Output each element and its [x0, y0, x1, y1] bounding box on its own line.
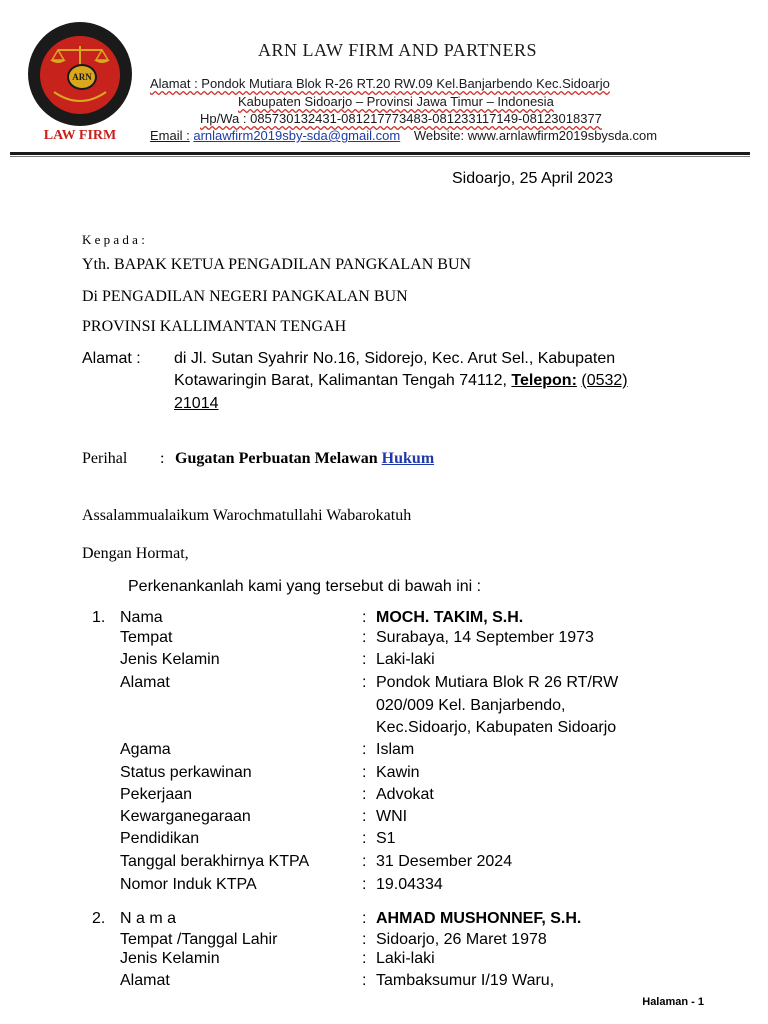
person1-label: Nomor Induk KTPA [120, 876, 257, 893]
person1-colon: : [362, 651, 367, 668]
perihal-subject [175, 450, 434, 468]
person2-colon: : [362, 972, 367, 989]
person1-number: 1. [92, 609, 106, 626]
logo-red-circle [40, 36, 120, 114]
person1-colon: : [362, 629, 367, 646]
perihal-label: Perihal [82, 450, 128, 467]
person1-label: Kewarganegaraan [120, 808, 251, 825]
firm-name: ARN LAW FIRM AND PARTNERS [258, 40, 538, 60]
perihal-link[interactable]: Hukum [381, 450, 435, 467]
person2-label: Jenis Kelamin [120, 950, 220, 967]
perihal-text: Gugatan Perbuatan Melawan [175, 450, 382, 467]
place-date: Sidoarjo, 25 April 2023 [452, 170, 613, 187]
person1-colon: : [362, 853, 367, 870]
salutation: Dengan Hormat, [82, 545, 189, 562]
person2-value: AHMAD MUSHONNEF, S.H. [376, 910, 582, 927]
telepon-value-2[interactable]: 21014 [174, 395, 219, 412]
firm-logo [28, 22, 132, 126]
perihal-colon: : [160, 450, 165, 467]
email-link[interactable]: arnlawfirm2019sby-sda@gmail.com [193, 128, 401, 143]
logo-badge: ARN [67, 64, 97, 90]
recipient-line3: PROVINSI KALLIMANTAN TENGAH [82, 318, 347, 335]
person1-value: Surabaya, 14 September 1973 [376, 629, 594, 646]
person2-label: N a m a [120, 910, 177, 927]
intro-text: Perkenankanlah kami yang tersebut di bawah ini : [128, 578, 482, 595]
person2-value: Tambaksumur I/19 Waru, [376, 972, 555, 989]
person1-value: 020/009 Kel. Banjarbendo, [376, 697, 566, 714]
alamat-label: Alamat : [82, 350, 141, 367]
person2-number: 2. [92, 910, 106, 927]
person1-colon: : [362, 609, 367, 626]
person1-colon: : [362, 808, 367, 825]
person1-colon: : [362, 764, 367, 781]
person1-label: Pekerjaan [120, 786, 193, 803]
greeting: Assalammualaikum Warochmatullahi Wabarokatuh [82, 507, 412, 524]
person1-value: MOCH. TAKIM, S.H. [376, 609, 524, 626]
email-label: Email : [150, 128, 190, 143]
person1-colon: : [362, 741, 367, 758]
person1-value: 31 Desember 2024 [376, 853, 513, 870]
person1-label: Pendidikan [120, 830, 200, 847]
person1-value: Laki-laki [376, 651, 435, 668]
letterhead-rule-thin [10, 156, 750, 157]
person1-label: Tanggal berakhirnya KTPA [120, 853, 310, 870]
person1-value: Kawin [376, 764, 420, 781]
person1-value: WNI [376, 808, 408, 825]
recipient-line2: Di PENGADILAN NEGERI PANGKALAN BUN [82, 288, 408, 305]
alamat-line2-text: Kotawaringin Barat, Kalimantan Tengah 74112, [174, 372, 512, 389]
page-number: Halaman - 1 [642, 996, 704, 1008]
person2-value: Laki-laki [376, 950, 435, 967]
letterhead-phone: Hp/Wa : 085730132431-081217773483-081233117149-08123018377 [200, 111, 602, 126]
letterhead-address-line1: Alamat : Pondok Mutiara Blok R-26 RT.20 RW.09 Kel.Banjarbendo Kec.Sidoarjo [150, 76, 610, 91]
person1-colon: : [362, 786, 367, 803]
person2-colon: : [362, 931, 367, 948]
person2-colon: : [362, 950, 367, 967]
alamat-line1: di Jl. Sutan Syahrir No.16, Sidorejo, Kec. Arut Sel., Kabupaten [174, 350, 616, 367]
person1-value: Pondok Mutiara Blok R 26 RT/RW [376, 674, 619, 691]
person1-colon: : [362, 876, 367, 893]
person1-colon: : [362, 674, 367, 691]
person1-value: S1 [376, 830, 396, 847]
person2-value: Sidoarjo, 26 Maret 1978 [376, 931, 547, 948]
letterhead-rule [10, 152, 750, 155]
person2-colon: : [362, 910, 367, 927]
website-text: Website: www.arnlawfirm2019sbysda.com [413, 128, 658, 143]
person1-value: 19.04334 [376, 876, 443, 893]
person1-label: Agama [120, 741, 171, 758]
person1-value: Kec.Sidoarjo, Kabupaten Sidoarjo [376, 719, 617, 736]
person1-label: Jenis Kelamin [120, 651, 220, 668]
person1-label: Status perkawinan [120, 764, 252, 781]
person1-value: Islam [376, 741, 415, 758]
logo-caption: LAW FIRM [43, 128, 117, 143]
person1-label: Nama [120, 609, 163, 626]
person1-label: Tempat [120, 629, 173, 646]
alamat-line2 [174, 372, 628, 390]
person1-colon: : [362, 830, 367, 847]
letterhead-address-line2: Kabupaten Sidoarjo – Provinsi Jawa Timur – Indonesia [238, 94, 554, 109]
telepon-value-1[interactable]: (0532) [581, 372, 628, 389]
person1-value: Advokat [376, 786, 434, 803]
person1-label: Alamat [120, 674, 170, 691]
telepon-label: Telepon: [511, 372, 577, 389]
recipient-line1: Yth. BAPAK KETUA PENGADILAN PANGKALAN BUN [82, 256, 472, 273]
letterhead-email-row [150, 128, 657, 143]
kepada-label: K e p a d a : [82, 232, 145, 247]
person2-label: Tempat /Tanggal Lahir [120, 931, 278, 948]
person2-label: Alamat [120, 972, 170, 989]
